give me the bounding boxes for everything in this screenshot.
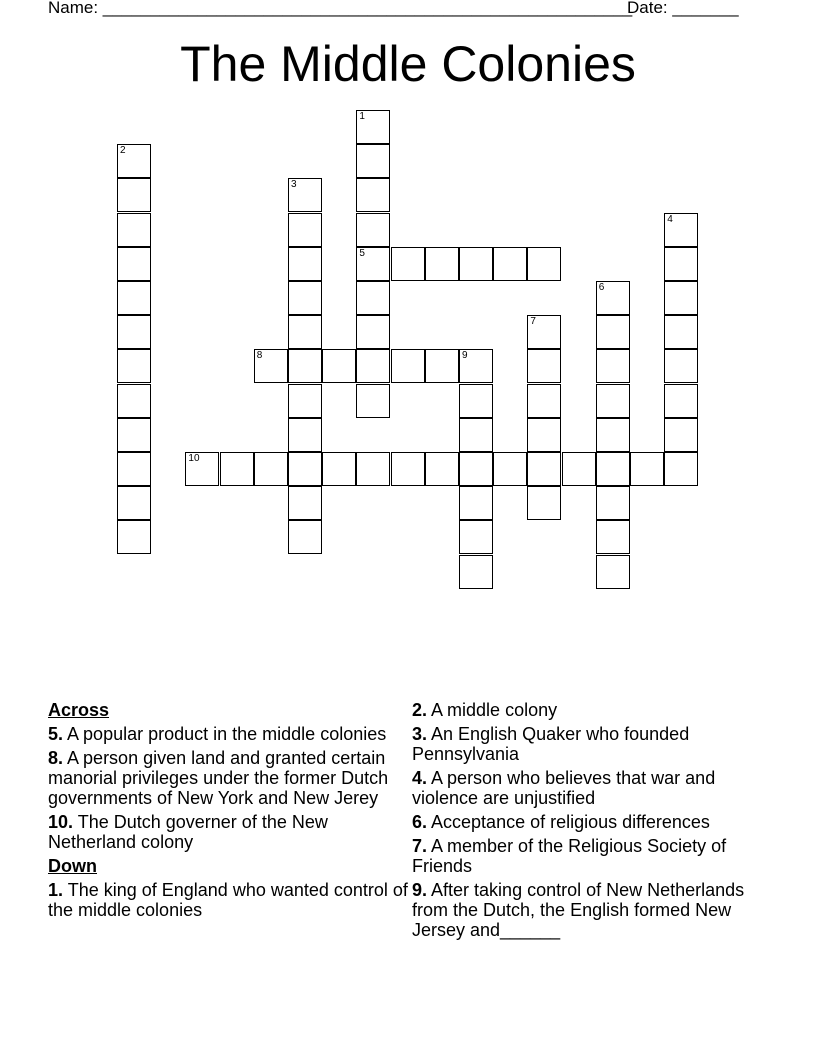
clue-number-label: 7 (530, 316, 536, 328)
grid-cell[interactable] (288, 452, 322, 486)
grid-cell[interactable] (664, 452, 698, 486)
grid-cell[interactable] (562, 452, 596, 486)
grid-cell[interactable] (356, 452, 390, 486)
grid-cell[interactable] (356, 315, 390, 349)
grid-cell[interactable] (117, 247, 151, 281)
grid-cell[interactable] (117, 452, 151, 486)
grid-cell[interactable] (630, 452, 664, 486)
grid-cell[interactable] (356, 281, 390, 315)
grid-cell[interactable] (596, 384, 630, 418)
grid-cell[interactable] (527, 384, 561, 418)
grid-cell[interactable] (596, 281, 630, 315)
grid-cell[interactable] (596, 486, 630, 520)
grid-cell[interactable] (356, 110, 390, 144)
clue-text: A person given land and granted certain manorial privileges under the former Dutch governments of New York and New Jerey (48, 748, 389, 808)
grid-cell[interactable] (185, 452, 219, 486)
grid-cell[interactable] (493, 247, 527, 281)
clue-number-label: 1 (359, 111, 365, 122)
grid-cell[interactable] (527, 452, 561, 486)
clue-down-1 (48, 880, 408, 920)
clue-number: 3. (412, 724, 428, 744)
grid-cell[interactable] (596, 452, 630, 486)
grid-cell[interactable] (288, 247, 322, 281)
grid-cell[interactable] (288, 349, 322, 383)
grid-cell[interactable] (117, 213, 151, 247)
grid-cell[interactable] (596, 520, 630, 554)
grid-cell[interactable] (117, 486, 151, 520)
puzzle-title: The Middle Colonies (180, 36, 636, 92)
across-heading: Across (48, 700, 110, 720)
grid-cell[interactable] (356, 349, 390, 383)
grid-cell[interactable] (117, 418, 151, 452)
grid-cell[interactable] (117, 520, 151, 554)
grid-cell[interactable] (459, 349, 493, 383)
grid-cell[interactable] (288, 178, 322, 212)
grid-cell[interactable] (117, 349, 151, 383)
grid-cell[interactable] (288, 418, 322, 452)
grid-cell[interactable] (425, 349, 459, 383)
grid-cell[interactable] (356, 178, 390, 212)
grid-cell[interactable] (664, 213, 698, 247)
clue-number-label: 2 (120, 145, 126, 157)
grid-cell[interactable] (459, 384, 493, 418)
clue-number: 9. (412, 880, 428, 900)
grid-cell[interactable] (288, 486, 322, 520)
clue-number: 6. (412, 812, 428, 832)
grid-cell[interactable] (288, 213, 322, 247)
clue-number: 7. (412, 836, 428, 856)
clue-text: The king of England who wanted control of the middle colonies (48, 880, 408, 920)
grid-cell[interactable] (459, 247, 493, 281)
grid-cell[interactable] (356, 247, 390, 281)
clues-right-column (412, 700, 782, 944)
clue-number-label: 3 (291, 179, 297, 191)
grid-cell[interactable] (391, 247, 425, 281)
clue-text: Acceptance of religious differences (431, 812, 710, 832)
clue-number-label: 9 (462, 350, 468, 362)
grid-cell[interactable] (459, 486, 493, 520)
grid-cell[interactable] (288, 315, 322, 349)
clue-text: The Dutch governer of the New Netherland colony (48, 812, 328, 852)
grid-cell[interactable] (459, 418, 493, 452)
clue-text: A person who believes that war and violence are unjustified (412, 768, 716, 808)
clue-number: 4. (412, 768, 428, 788)
clue-number: 1. (48, 880, 64, 900)
grid-cell[interactable] (220, 452, 254, 486)
clue-text: An English Quaker who founded Pennsylvania (412, 724, 690, 764)
clue-number-label: 10 (188, 453, 200, 464)
grid-cell[interactable] (664, 281, 698, 315)
date-field[interactable]: Date: _______ (627, 0, 739, 17)
grid-cell[interactable] (425, 247, 459, 281)
clue-down-4 (412, 768, 782, 808)
grid-cell[interactable] (493, 452, 527, 486)
clue-across-5 (48, 724, 408, 744)
clue-down-7 (412, 836, 782, 876)
clue-text: A popular product in the middle colonies (67, 724, 387, 744)
grid-cell[interactable] (596, 418, 630, 452)
grid-cell[interactable] (664, 384, 698, 418)
grid-cell[interactable] (527, 315, 561, 349)
grid-cell[interactable] (356, 144, 390, 178)
grid-cell[interactable] (288, 520, 322, 554)
grid-cell[interactable] (459, 555, 493, 589)
clue-text: A middle colony (431, 700, 558, 720)
grid-cell[interactable] (459, 452, 493, 486)
grid-cell[interactable] (459, 520, 493, 554)
grid-cell[interactable] (664, 247, 698, 281)
grid-cell[interactable] (117, 384, 151, 418)
grid-cell[interactable] (356, 384, 390, 418)
grid-cell[interactable] (117, 144, 151, 178)
down-heading: Down (48, 856, 97, 876)
grid-cell[interactable] (356, 213, 390, 247)
grid-cell[interactable] (664, 418, 698, 452)
clue-number-label: 5 (359, 247, 365, 259)
grid-cell[interactable] (117, 281, 151, 315)
grid-cell[interactable] (254, 349, 288, 383)
clue-across-10 (48, 812, 408, 852)
grid-cell[interactable] (527, 418, 561, 452)
grid-cell[interactable] (322, 349, 356, 383)
grid-cell[interactable] (527, 486, 561, 520)
clue-number-label: 8 (256, 350, 263, 362)
grid-cell[interactable] (254, 452, 288, 486)
grid-cell[interactable] (664, 315, 698, 349)
grid-cell[interactable] (288, 384, 322, 418)
grid-cell[interactable] (322, 452, 356, 486)
grid-cell[interactable] (527, 349, 561, 383)
grid-cell[interactable] (596, 349, 630, 383)
clue-number: 5. (48, 724, 64, 744)
grid-cell[interactable] (117, 315, 151, 349)
clue-number-label: 6 (598, 282, 605, 293)
grid-cell[interactable] (596, 315, 630, 349)
grid-cell[interactable] (527, 247, 561, 281)
grid-cell[interactable] (391, 452, 425, 486)
clue-number: 2. (412, 700, 428, 720)
clue-down-2 (412, 700, 782, 720)
clue-text: After taking control of New Netherlands from the Dutch, the English formed New Jersey and______ (412, 880, 745, 940)
clue-across-8 (48, 748, 408, 808)
clue-down-9 (412, 880, 782, 940)
clue-number-label: 4 (667, 213, 673, 225)
clue-number: 10. (48, 812, 74, 832)
clue-text: A member of the Religious Society of Friends (412, 836, 727, 876)
grid-cell[interactable] (425, 452, 459, 486)
clue-down-6 (412, 812, 782, 832)
clue-number: 8. (48, 748, 64, 768)
grid-cell[interactable] (391, 349, 425, 383)
name-field[interactable]: Name: ________________________________________________________ (48, 0, 633, 17)
clues-left-column (48, 700, 408, 924)
clue-down-3 (412, 724, 782, 764)
grid-cell[interactable] (117, 178, 151, 212)
grid-cell[interactable] (596, 555, 630, 589)
grid-cell[interactable] (288, 281, 322, 315)
grid-cell[interactable] (664, 349, 698, 383)
